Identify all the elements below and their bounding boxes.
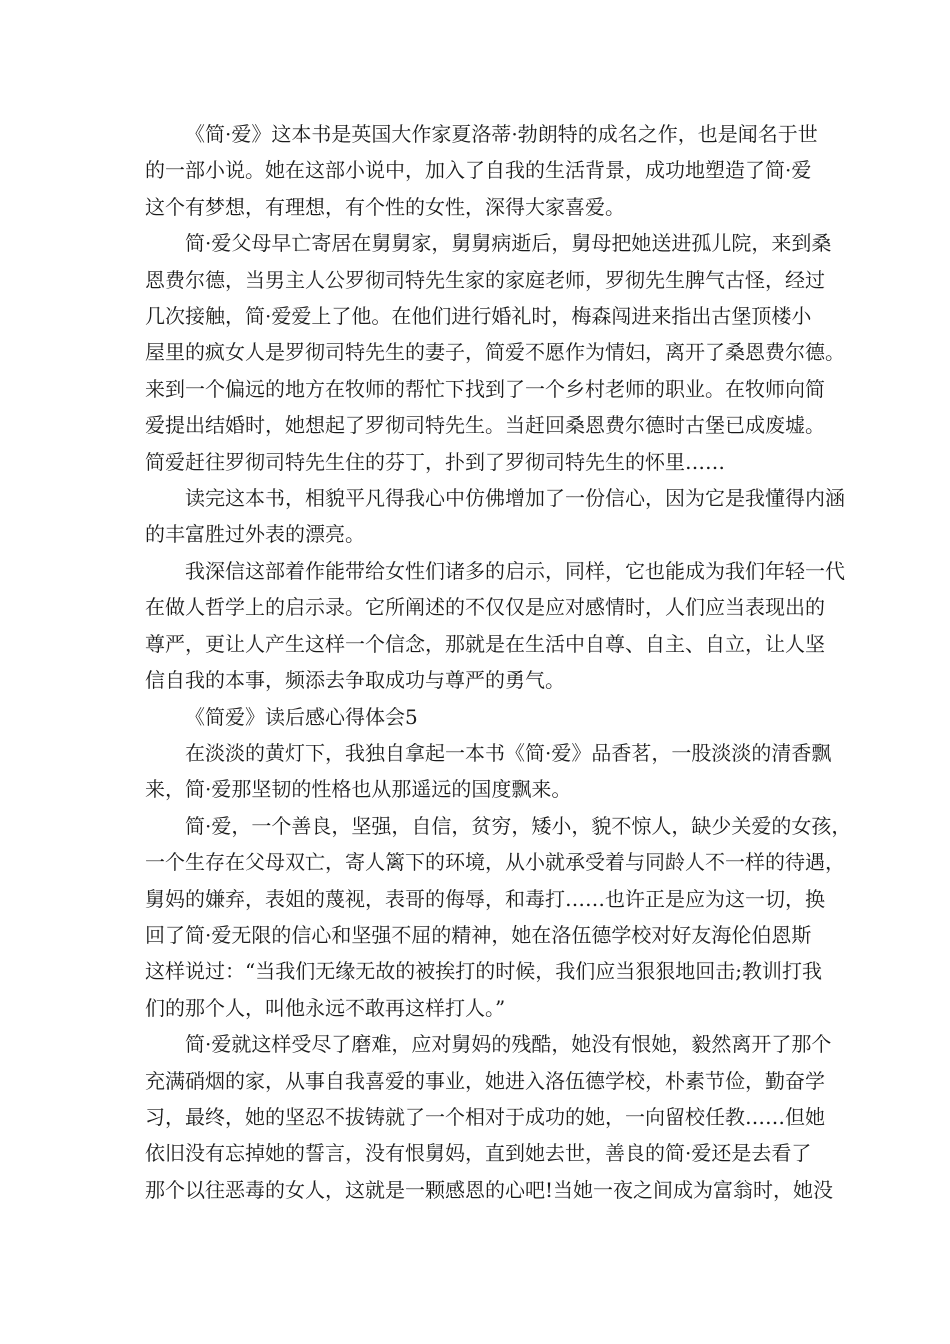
text-line: 屋里的疯女人是罗彻司特先生的妻子，简爱不愿作为情妇，离开了桑恩费尔德。	[145, 340, 845, 365]
text-line: 一个生存在父母双亡，寄人篱下的环境，从小就承受着与同龄人不一样的待遇，	[145, 850, 845, 875]
text-line: 依旧没有忘掉她的誓言，没有恨舅妈，直到她去世，善良的简·爱还是去看了	[145, 1141, 812, 1166]
text-line: 来，简·爱那坚韧的性格也从那遥远的国度飘来。	[145, 777, 572, 802]
text-line: 这样说过：“当我们无缘无故的被挨打的时候，我们应当狠狠地回击;教训打我	[145, 959, 822, 984]
paragraph-reflection	[145, 480, 845, 553]
paragraph-character	[145, 808, 852, 1026]
text-line: 简·爱，一个善良，坚强，自信，贫穷，矮小，貌不惊人，缺少关爱的女孩，	[185, 813, 852, 838]
text-line: 舅妈的嫌弃，表姐的蔑视，表哥的侮辱，和毒打……也许正是应为这一切，换	[145, 886, 825, 911]
text-line: 来到一个偏远的地方在牧师的帮忙下找到了一个乡村老师的职业。在牧师向简	[145, 376, 825, 401]
text-line: 的一部小说。她在这部小说中，加入了自我的生活背景，成功地塑造了简·爱	[145, 158, 812, 183]
paragraph-opening	[145, 735, 832, 808]
text-line: 《简·爱》这本书是英国大作家夏洛蒂·勃朗特的成名之作，也是闻名于世	[185, 122, 818, 146]
text-line: 充满硝烟的家，从事自我喜爱的事业，她进入洛伍德学校，朴素节俭，勤奋学	[145, 1068, 825, 1093]
paragraph-hardship	[145, 1026, 834, 1208]
text-line: 简爱赶往罗彻司特先生住的芬丁，扑到了罗彻司特先生的怀里……	[145, 449, 725, 474]
text-line: 那个以往恶毒的女人，这就是一颗感恩的心吧!当她一夜之间成为富翁时，她没	[145, 1177, 834, 1202]
text-line: 们的那个人，叫他永远不敢再这样打人。”	[145, 995, 506, 1020]
text-line: 简·爱就这样受尽了磨难，应对舅妈的残酷，她没有恨她，毅然离开了那个	[185, 1032, 832, 1057]
document-body	[145, 116, 852, 1208]
text-line: 信自我的本事，频添去争取成功与尊严的勇气。	[145, 668, 565, 693]
section-heading	[145, 699, 807, 735]
text-line: 的丰富胜过外表的漂亮。	[145, 522, 365, 547]
text-line: 在做人哲学上的启示录。它所阐述的不仅仅是应对感情时，人们应当表现出的	[145, 595, 825, 620]
text-line: 我深信这部着作能带给女性们诸多的启示，同样，它也能成为我们年轻一代	[185, 558, 845, 583]
text-line: 这个有梦想，有理想，有个性的女性，深得大家喜爱。	[145, 194, 625, 219]
text-line: 读完这本书，相貌平凡得我心中仿佛增加了一份信心，因为它是我懂得内涵	[185, 486, 845, 511]
paragraph-belief	[145, 553, 845, 699]
text-line: 几次接触，简·爱爱上了他。在他们进行婚礼时，梅森闯进来指出古堡顶楼小	[145, 304, 812, 329]
text-line: 爱提出结婚时，她想起了罗彻司特先生。当赶回桑恩费尔德时古堡已成废墟。	[145, 413, 825, 438]
paragraph-intro	[145, 116, 818, 225]
text-line: 尊严，更让人产生这样一个信念，那就是在生活中自尊、自主、自立，让人坚	[145, 631, 825, 656]
text-line: 习，最终，她的坚忍不拔铸就了一个相对于成功的她，一向留校任教……但她	[145, 1104, 825, 1129]
text-line: 简·爱父母早亡寄居在舅舅家，舅舅病逝后，舅母把她送进孤儿院，来到桑	[185, 231, 832, 256]
paragraph-plot-summary	[145, 225, 845, 480]
text-line: 恩费尔德，当男主人公罗彻司特先生家的家庭老师，罗彻先生脾气古怪，经过	[145, 267, 825, 292]
text-line: 回了简·爱无限的信心和坚强不屈的精神，她在洛伍德学校对好友海伦伯恩斯	[145, 922, 812, 947]
text-line: 在淡淡的黄灯下，我独自拿起一本书《简·爱》品香茗，一股淡淡的清香飘	[185, 740, 832, 765]
section-title: 《简爱》读后感心得体会5	[185, 704, 418, 729]
